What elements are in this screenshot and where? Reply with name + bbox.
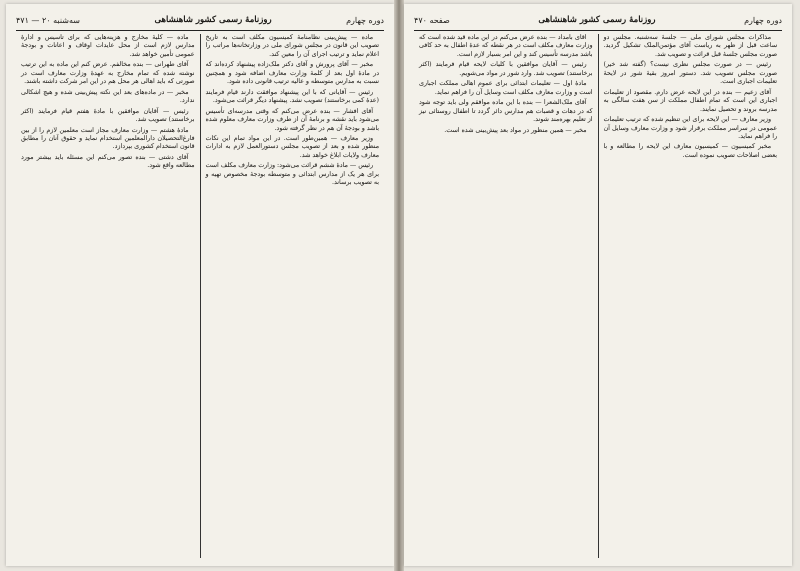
paragraph: رئیس — در صورت مجلس نظری نیست؟ (گفته شد خیر) صورت مجلس تصویب شد. دستور امروز بقیهٔ شور در لایحهٔ تعلیمات اجباری است.	[603, 61, 777, 86]
paragraph: مخبر — در ماده‌های بعد این نکته پیش‌بینی شده و هیچ اشکالی ندارد.	[21, 88, 195, 105]
paragraph: ماده — کلیهٔ مخارج و هزینه‌هایی که برای تأسیس و ادارهٔ مدارس لازم است از محل عایدات اوقاف و اعانات و بودجهٔ عمومی تأمین خواهد شد.	[21, 34, 195, 58]
paragraph: آقای بامداد — بنده عرض می‌کنم در این ماده قید شده است که وزارت معارف مکلف است در هر نقطه که عدهٔ اطفال به حد کافی باشد مدرسه تأسیس کند و این امر بسیار لازم است.	[419, 34, 593, 58]
paragraph: رئیس — مادهٔ ششم قرائت می‌شود: وزارت معارف مکلف است برای هر یک از مدارس ابتدائی و متوسطه بودجهٔ مخصوص تهیه و به تصویب برساند.	[205, 162, 379, 187]
left-header-number: سه‌شنبه ۲۰ — ۴۷۱	[16, 15, 80, 25]
paragraph: آقای افشار — بنده عرض می‌کنم که وقتی مدرسه‌ای تأسیس می‌شود باید نقشه و برنامهٔ آن از طرف وزارت معارف معلوم شده باشد و بودجهٔ آن هم در نظر گرفته شود.	[205, 107, 379, 132]
right-page-columns	[414, 34, 782, 558]
paragraph: مخبر کمیسیون — کمیسیون معارف این لایحه را مطالعه و با بعضی اصلاحات تصویب نموده است.	[603, 143, 777, 159]
paragraph: آقای ملک‌الشعرا — بنده با این ماده موافقم ولی باید توجه شود که در دهات و قصبات هم مدارس دائر گردد تا اطفال روستائی نیز از تعلیم بهره‌مند شوند.	[419, 99, 593, 124]
paragraph: آقای طهرانی — بنده مخالفم. عرض کنم این ماده به این ترتیب نوشته شده که تمام مخارج به عهدهٔ وزارت معارف است در صورتی که باید اهالی هر محل هم در این امر شرکت داشته باشند.	[21, 61, 195, 86]
paragraph: مادهٔ اول — تعلیمات ابتدائی برای عموم اهالی مملکت اجباری است و وزارت معارف مکلف است وسایل آن را فراهم نماید.	[419, 80, 593, 96]
left-header-title: روزنامهٔ رسمی کشور شاهنشاهی	[154, 15, 272, 25]
paragraph: آقای زعیم — بنده در این لایحه عرض دارم. مقصود از تعلیمات اجباری این است که تمام اطفال مملکت از سن هفت سالگی به مدرسه بروند و تحصیل نمایند.	[603, 88, 777, 113]
paragraph: مخبر — آقای پرورش و آقای دکتر ملک‌زاده پیشنهاد کرده‌اند که در مادهٔ اول بعد از کلمهٔ وزارت معارف اضافه شود و همچنین نسبت به مدارس متوسطه و عالیه ترتیب قانونی داده شود.	[205, 61, 379, 86]
paragraph: ماده — پیش‌بینی نظامنامهٔ کمیسیون مکلف است به تاریخ تصویب این قانون در مجلس شورای ملی در وزارتخانه‌ها مراتب را اعلام نماید و ترتیب اجرای آن را معین کند.	[205, 34, 379, 58]
right-header-title: روزنامهٔ رسمی کشور شاهنشاهی	[538, 15, 656, 25]
paragraph: رئیس — آقایان موافقین با مادهٔ هفتم قیام فرمایند (اکثر برخاستند) تصویب شد.	[21, 107, 195, 124]
left-column-2	[16, 34, 200, 558]
paragraph: مخبر — همین منظور در مواد بعد پیش‌بینی شده است.	[444, 126, 587, 134]
right-column-2	[414, 34, 598, 558]
paragraph: مذاکرات مجلس شورای ملی — جلسهٔ سه‌شنبه. مجلس دو ساعت قبل از ظهر به ریاست آقای مؤتمن‌الملک تشکیل گردید. صورت مجلس جلسهٔ قبل قرائت و تصویب شد.	[603, 34, 777, 58]
left-page	[6, 4, 394, 566]
left-column-1	[201, 34, 385, 558]
paragraph: رئیس — آقایان موافقین با کلیات لایحه قیام فرمایند (اکثر برخاستند) تصویب شد. وارد شور در مواد می‌شویم.	[419, 61, 593, 77]
left-header-section: دوره چهارم	[346, 15, 384, 25]
left-page-columns	[16, 34, 384, 558]
paragraph: وزیر معارف — این لایحه برای این تنظیم شده که ترتیب تعلیمات عمومی در سراسر مملکت برقرار شود و وزارت معارف وسایل آن را فراهم نماید.	[603, 116, 777, 140]
paragraph: مادهٔ هشتم — وزارت معارف مجاز است معلمین لازم را از بین فارغ‌التحصیلان دارالمعلمین استخدام نماید و حقوق آنان را مطابق قانون استخدام کشوری بپردازد.	[21, 126, 195, 151]
right-column-1	[599, 34, 783, 558]
paragraph: وزیر معارف — همین‌طور است. در این مواد تمام این نکات منظور شده و بعد از تصویب مجلس دستورالعمل لازم به ادارات معارف ولایات ابلاغ خواهد شد.	[205, 134, 379, 159]
right-header-number: صفحه ۴۷۰	[414, 15, 450, 25]
right-header-section: دوره چهارم	[744, 15, 782, 25]
right-header-rule	[414, 30, 782, 31]
left-page-header	[16, 12, 384, 28]
book-gutter	[394, 0, 404, 571]
paragraph: رئیس — آقایانی که با این پیشنهاد موافقت دارند قیام فرمایند (عدهٔ کمی برخاستند) تصویب نشد. پیشنهاد دیگر قرائت می‌شود.	[205, 88, 379, 105]
right-page	[404, 4, 792, 566]
left-header-rule	[16, 30, 384, 31]
paragraph: آقای دشتی — بنده تصور می‌کنم این مسئله باید بیشتر مورد مطالعه واقع شود.	[21, 153, 195, 170]
right-page-header	[414, 12, 782, 28]
